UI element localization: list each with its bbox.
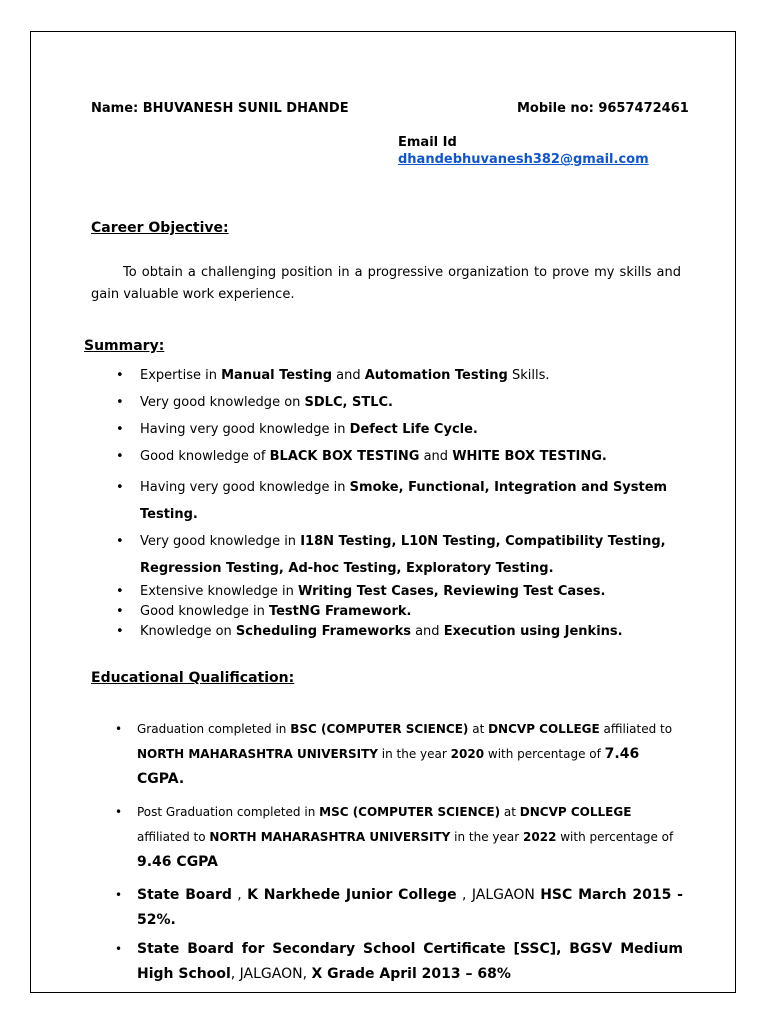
text-run: WHITE BOX TESTING. (452, 449, 607, 464)
text-run: Very good knowledge on (140, 395, 305, 410)
bullet-icon: • (116, 480, 124, 495)
bullet-icon: • (115, 805, 123, 819)
text-run: State Board for Secondary School Certificate [SSC], BGSV Medium High School (137, 941, 683, 982)
email-label: Email Id (398, 135, 457, 150)
bullet-icon: • (115, 942, 123, 956)
education-heading: Educational Qualification: (91, 670, 295, 686)
text-run: MSC (COMPUTER SCIENCE) (319, 805, 501, 819)
text-run: Very good knowledge in (140, 534, 301, 549)
summary-item (113, 528, 683, 582)
text-run: affiliated to (137, 830, 210, 844)
text-run: Scheduling Frameworks (235, 624, 411, 639)
text-run: Writing Test Cases, Reviewing Test Cases. (298, 584, 606, 599)
text-run: with percentage of (484, 747, 605, 761)
candidate-name: Name: BHUVANESH SUNIL DHANDE (91, 101, 349, 116)
email-link[interactable]: dhandebhuvanesh382@gmail.com (398, 152, 649, 167)
text-run: TestNG Framework. (268, 604, 412, 619)
text-run: at (500, 805, 520, 819)
text-run: and (410, 624, 444, 639)
text-run: Having very good knowledge in (140, 480, 350, 495)
career-objective-heading: Career Objective: (91, 220, 229, 236)
summary-heading: Summary: (84, 338, 165, 354)
text-run: 7.46 CGPA. (137, 746, 640, 787)
text-run: Manual Testing (221, 368, 333, 383)
text-run: , JALGAON (456, 887, 541, 903)
text-run: NORTH MAHARASHTRA UNIVERSITY (209, 830, 451, 844)
text-run: I18N Testing, L10N Testing, Compatibility Testing, Regression Testing, Ad-hoc Testing, Exploratory Testing. (140, 534, 666, 576)
text-run: Skills. (507, 368, 550, 383)
summary-item (113, 366, 683, 385)
text-run: in the year (450, 830, 524, 844)
text-run: at (468, 722, 489, 736)
summary-item (113, 622, 683, 641)
text-run: 9.46 CGPA (137, 854, 218, 870)
text-run: Knowledge on (140, 624, 236, 639)
text-run: Execution using Jenkins. (443, 624, 623, 639)
summary-item (113, 447, 683, 466)
summary-list (113, 366, 683, 642)
education-item (113, 717, 683, 792)
text-run: Extensive knowledge in (140, 584, 299, 599)
summary-item (113, 582, 683, 601)
text-run: NORTH MAHARASHTRA UNIVERSITY (137, 747, 378, 761)
summary-item (113, 420, 683, 439)
text-run: with percentage of (556, 830, 674, 844)
text-run: , (231, 887, 248, 903)
education-list (113, 717, 683, 987)
bullet-icon: • (116, 368, 124, 383)
career-objective-text: To obtain a challenging position in a progressive organization to prove my skills and gain valuable work experience. (91, 265, 681, 302)
bullet-icon: • (116, 422, 124, 437)
text-run: Good knowledge in (140, 604, 269, 619)
text-run: 2020 (450, 747, 485, 761)
text-run: State Board (137, 887, 232, 903)
bullet-icon: • (116, 395, 124, 410)
text-run: SDLC, STLC. (304, 395, 393, 410)
text-run: and (419, 449, 453, 464)
bullet-icon: • (116, 534, 124, 549)
education-item (113, 800, 683, 875)
summary-item (113, 393, 683, 412)
summary-item (113, 474, 683, 528)
text-run: Expertise in (140, 368, 222, 383)
education-item (113, 883, 683, 933)
text-run: DNCVP COLLEGE (488, 722, 600, 736)
text-run: Automation Testing (364, 368, 508, 383)
text-run: in the year (377, 747, 451, 761)
summary-item (113, 602, 683, 621)
text-run: Good knowledge of (140, 449, 270, 464)
text-run: DNCVP COLLEGE (519, 805, 632, 819)
bullet-icon: • (116, 624, 124, 639)
text-run: Having very good knowledge in (140, 422, 350, 437)
text-run: BLACK BOX TESTING (269, 449, 420, 464)
text-run: and (332, 368, 365, 383)
bullet-icon: • (116, 449, 124, 464)
bullet-icon: • (116, 604, 124, 619)
education-item (113, 937, 683, 987)
text-run: , JALGAON, (230, 966, 312, 982)
bullet-icon: • (115, 888, 123, 902)
text-run: Graduation completed in (137, 722, 291, 736)
text-run: BSC (COMPUTER SCIENCE) (290, 722, 469, 736)
text-run: 2022 (523, 830, 557, 844)
mobile-number: Mobile no: 9657472461 (517, 101, 689, 116)
text-run: Defect Life Cycle. (349, 422, 478, 437)
bullet-icon: • (116, 584, 124, 599)
bullet-icon: • (115, 722, 123, 736)
text-run: HSC March 2015 - 52%. (137, 887, 683, 928)
text-run: Post Graduation completed in (137, 805, 320, 819)
text-run: Smoke, Functional, Integration and System Testing. (140, 480, 668, 522)
text-run: K Narkhede Junior College (247, 887, 457, 903)
text-run: X Grade April 2013 – 68% (311, 966, 511, 982)
text-run: affiliated to (599, 722, 673, 736)
